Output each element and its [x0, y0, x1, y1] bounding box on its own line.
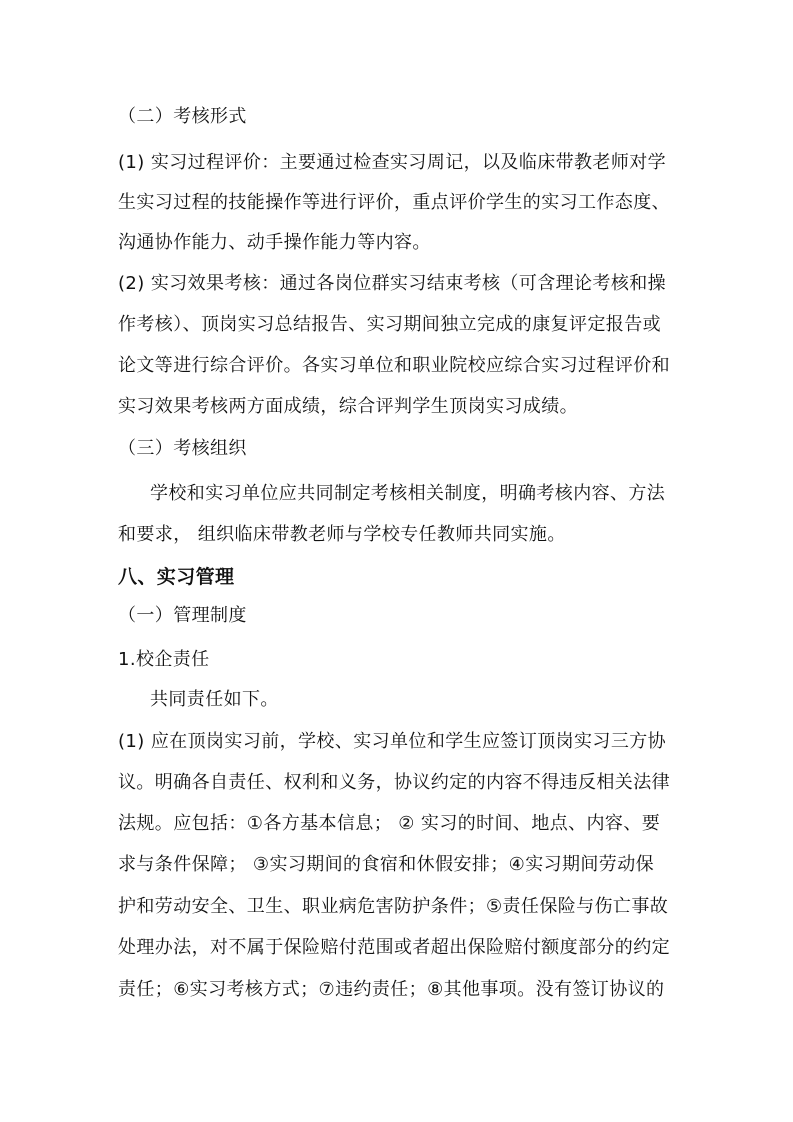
paragraph-line: 沟通协作能力、动手操作能力等内容。: [118, 232, 431, 253]
paragraph-line: 共同责任如下。: [150, 689, 279, 710]
paragraph-line: 护和劳动安全、卫生、职业病危害防护条件；⑤责任保险与伤亡事故: [118, 896, 669, 917]
subsection-heading-management-system: （一）管理制度: [118, 605, 247, 626]
paragraph-line: 处理办法，对不属于保险赔付范围或者超出保险赔付额度部分的约定: [118, 937, 670, 958]
paragraph-line: 责任；⑥实习考核方式；⑦违约责任；⑧其他事项。没有签订协议的: [118, 979, 665, 1000]
subsection-heading-assessment-form: （二）考核形式: [118, 106, 247, 127]
paragraph-line: (1) 应在顶岗实习前，学校、实习单位和学生应签订顶岗实习三方协: [118, 731, 667, 752]
paragraph-line: (1) 实习过程评价：主要通过检查实习周记，以及临床带教老师对学: [118, 152, 667, 173]
subsection-heading-assessment-organization: （三）考核组织: [118, 438, 247, 459]
paragraph-line: 法规。应包括：①各方基本信息； ② 实习的时间、地点、内容、要: [118, 813, 661, 834]
paragraph-line: 议。明确各自责任、权利和义务，协议约定的内容不得违反相关法律: [118, 772, 670, 793]
paragraph-line: 求与条件保障； ③实习期间的食宿和休假安排；④实习期间劳动保: [118, 854, 654, 875]
paragraph-line: 实习效果考核两方面成绩，综合评判学生顶岗实习成绩。: [118, 396, 578, 417]
item-heading-school-enterprise-responsibility: 1.校企责任: [118, 649, 210, 670]
paragraph-line: 和要求， 组织临床带教老师与学校专任教师共同实施。: [118, 524, 566, 545]
paragraph-line: 学校和实习单位应共同制定考核相关制度，明确考核内容、方法: [150, 483, 666, 504]
section-heading-internship-management: 八、实习管理: [118, 566, 235, 588]
paragraph-line: 作考核）、顶岗实习总结报告、实习期间独立完成的康复评定报告或: [118, 314, 661, 335]
paragraph-line: 生实习过程的技能操作等进行评价，重点评价学生的实习工作态度、: [118, 192, 670, 213]
paragraph-line: (2) 实习效果考核：通过各岗位群实习结束考核（可含理论考核和操: [118, 273, 667, 294]
paragraph-line: 论文等进行综合评价。各实习单位和职业院校应综合实习过程评价和: [118, 355, 670, 376]
